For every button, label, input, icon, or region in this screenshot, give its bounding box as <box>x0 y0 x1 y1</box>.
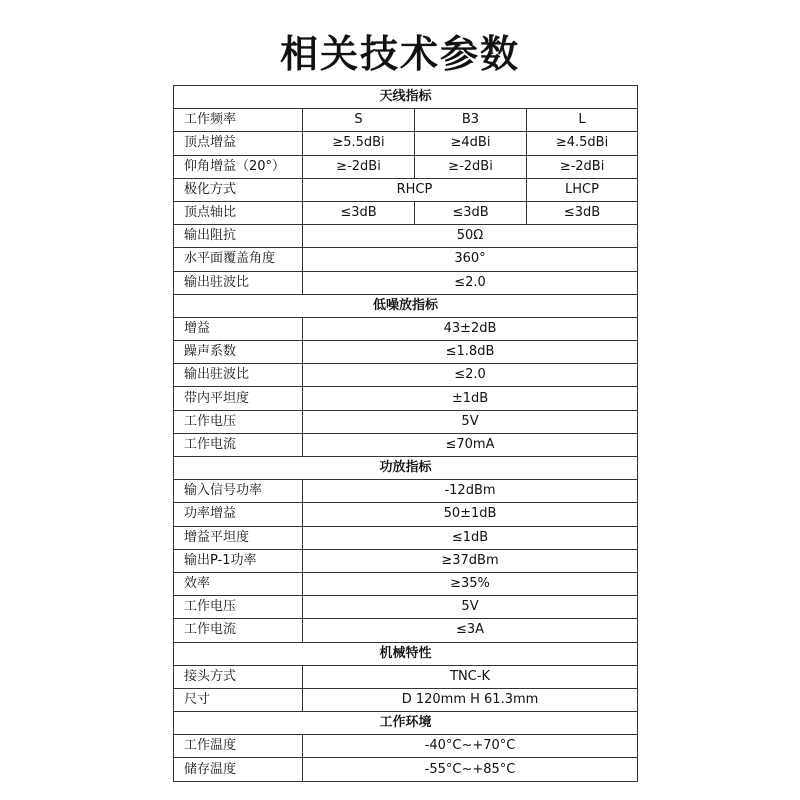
param-value: ≤3dB <box>527 201 638 224</box>
param-value: 5V <box>303 410 638 433</box>
param-value: ≥4dBi <box>415 132 527 155</box>
param-label: 极化方式 <box>174 178 303 201</box>
param-value: -40°C~+70°C <box>303 735 638 758</box>
table-row <box>174 341 638 364</box>
table-row <box>174 271 638 294</box>
param-label: 输出阻抗 <box>174 225 303 248</box>
section-header-row <box>174 86 638 109</box>
param-label: 工作电流 <box>174 619 303 642</box>
param-value: 43±2dB <box>303 317 638 340</box>
section-heading: 工作环境 <box>174 712 638 735</box>
param-value: ±1dB <box>303 387 638 410</box>
table-row <box>174 735 638 758</box>
table-row <box>174 665 638 688</box>
section-header-row <box>174 457 638 480</box>
param-label: 效率 <box>174 572 303 595</box>
param-value: 50±1dB <box>303 503 638 526</box>
param-value: ≤2.0 <box>303 271 638 294</box>
section-heading: 低噪放指标 <box>174 294 638 317</box>
param-label: 增益 <box>174 317 303 340</box>
param-label: 工作电压 <box>174 410 303 433</box>
param-value: S <box>303 109 415 132</box>
param-label: 尺寸 <box>174 688 303 711</box>
param-label: 输入信号功率 <box>174 480 303 503</box>
param-value: ≥37dBm <box>303 549 638 572</box>
param-label: 增益平坦度 <box>174 526 303 549</box>
section-header-row <box>174 712 638 735</box>
param-label: 工作频率 <box>174 109 303 132</box>
param-label: 工作电流 <box>174 433 303 456</box>
param-value: ≥35% <box>303 572 638 595</box>
param-label: 工作温度 <box>174 735 303 758</box>
page-title: 相关技术参数 <box>279 32 520 76</box>
spec-table <box>173 85 638 782</box>
param-label: 水平面覆盖角度 <box>174 248 303 271</box>
param-label: 带内平坦度 <box>174 387 303 410</box>
param-value: ≤3dB <box>303 201 415 224</box>
section-heading: 功放指标 <box>174 457 638 480</box>
table-row <box>174 178 638 201</box>
table-row <box>174 596 638 619</box>
param-value: RHCP <box>303 178 527 201</box>
param-label: 工作电压 <box>174 596 303 619</box>
param-value: ≥-2dBi <box>303 155 415 178</box>
param-value: L <box>527 109 638 132</box>
section-heading: 机械特性 <box>174 642 638 665</box>
table-row <box>174 364 638 387</box>
table-row <box>174 248 638 271</box>
param-label: 躁声系数 <box>174 341 303 364</box>
param-value: 360° <box>303 248 638 271</box>
table-row <box>174 201 638 224</box>
table-row <box>174 109 638 132</box>
table-row <box>174 410 638 433</box>
param-value: -12dBm <box>303 480 638 503</box>
param-label: 顶点增益 <box>174 132 303 155</box>
param-value: B3 <box>415 109 527 132</box>
param-value: ≤1dB <box>303 526 638 549</box>
table-row <box>174 433 638 456</box>
param-label: 储存温度 <box>174 758 303 781</box>
param-value: ≥-2dBi <box>415 155 527 178</box>
param-label: 功率增益 <box>174 503 303 526</box>
param-label: 仰角增益（20°） <box>174 155 303 178</box>
param-label: 输出驻波比 <box>174 364 303 387</box>
section-header-row <box>174 642 638 665</box>
param-value: ≤1.8dB <box>303 341 638 364</box>
param-value: D 120mm H 61.3mm <box>303 688 638 711</box>
param-value: 50Ω <box>303 225 638 248</box>
table-row <box>174 155 638 178</box>
param-value: ≤3A <box>303 619 638 642</box>
param-value: ≥4.5dBi <box>527 132 638 155</box>
param-value: TNC-K <box>303 665 638 688</box>
table-row <box>174 549 638 572</box>
param-value: ≥-2dBi <box>527 155 638 178</box>
param-label: 输出驻波比 <box>174 271 303 294</box>
table-row <box>174 688 638 711</box>
table-row <box>174 526 638 549</box>
param-value: 5V <box>303 596 638 619</box>
param-value: LHCP <box>527 178 638 201</box>
table-row <box>174 132 638 155</box>
section-header-row <box>174 294 638 317</box>
spec-table-body <box>174 86 638 782</box>
table-row <box>174 758 638 781</box>
table-row <box>174 225 638 248</box>
param-label: 顶点轴比 <box>174 201 303 224</box>
param-value: ≥5.5dBi <box>303 132 415 155</box>
table-row <box>174 387 638 410</box>
param-value: ≤2.0 <box>303 364 638 387</box>
param-label: 输出P-1功率 <box>174 549 303 572</box>
table-row <box>174 619 638 642</box>
table-row <box>174 480 638 503</box>
section-heading: 天线指标 <box>174 86 638 109</box>
param-value: -55°C~+85°C <box>303 758 638 781</box>
param-value: ≤3dB <box>415 201 527 224</box>
table-row <box>174 572 638 595</box>
table-row <box>174 317 638 340</box>
param-value: ≤70mA <box>303 433 638 456</box>
param-label: 接头方式 <box>174 665 303 688</box>
table-row <box>174 503 638 526</box>
